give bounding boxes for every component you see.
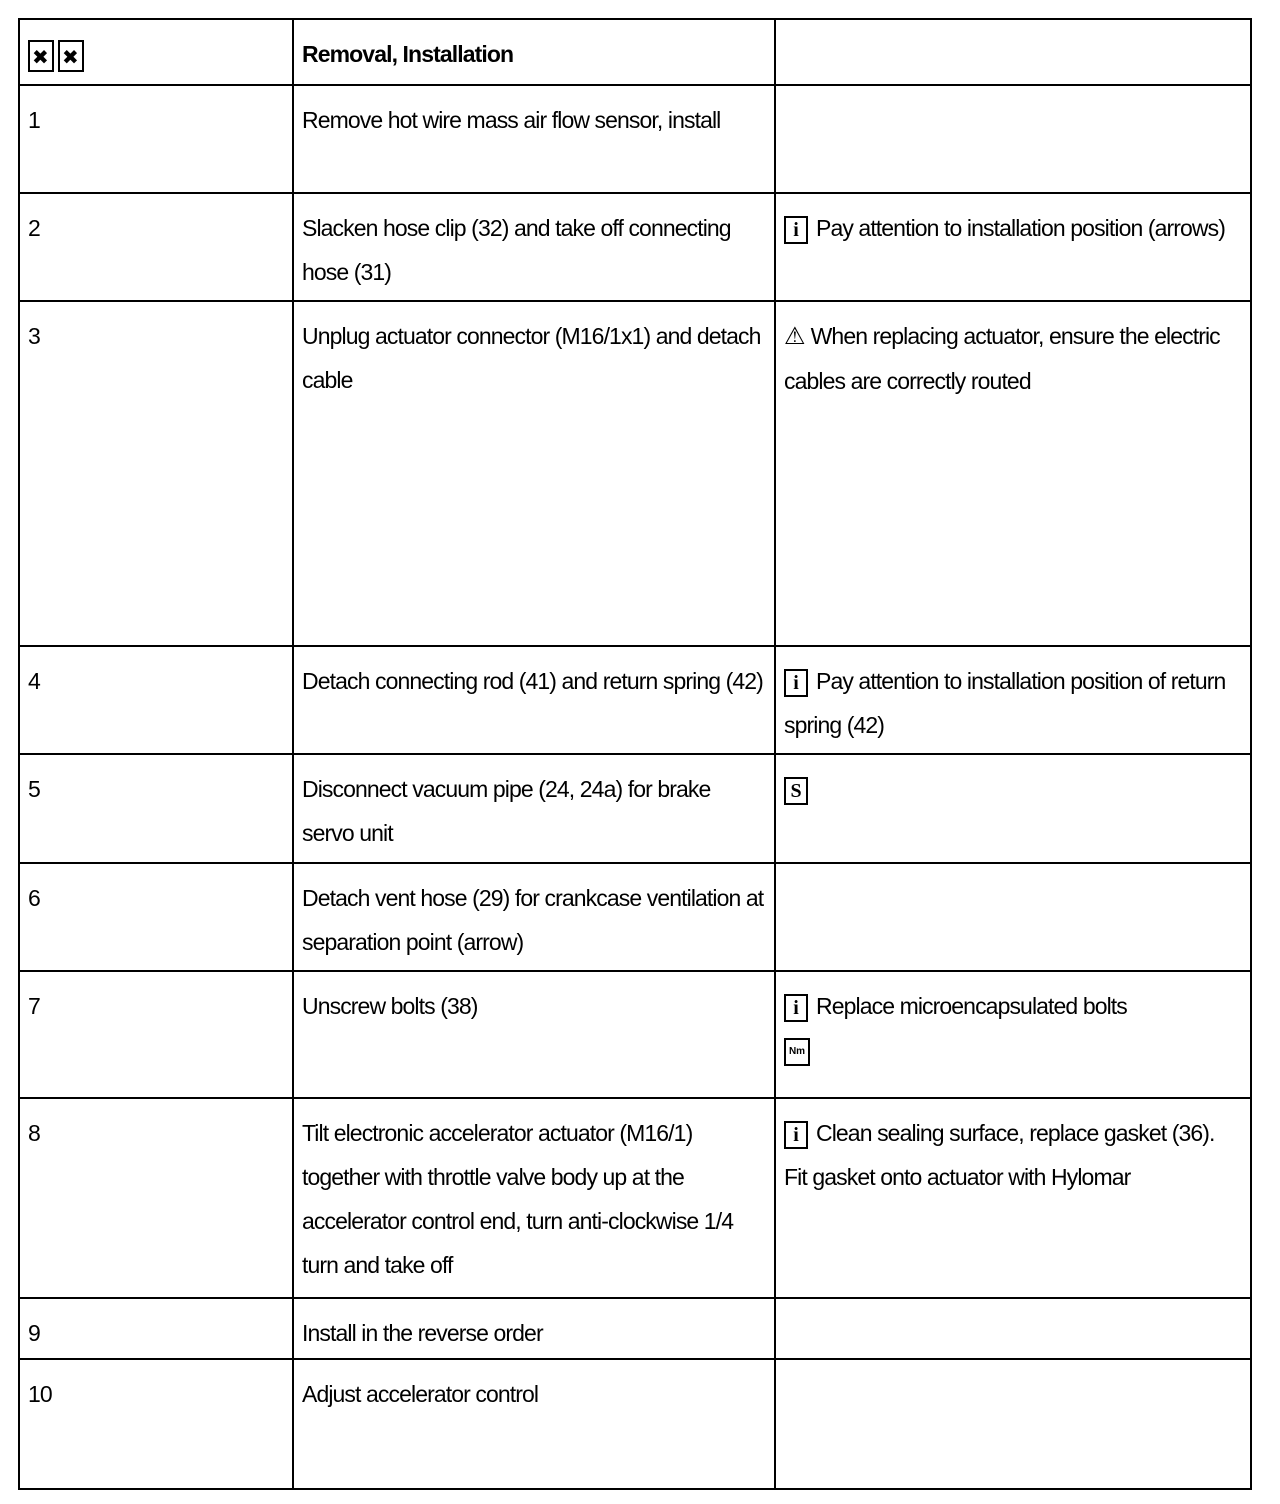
note-text: When replacing actuator, ensure the electric cables are correctly routed xyxy=(784,323,1220,394)
table-row xyxy=(19,85,1251,193)
step-text: Slacken hose clip (32) and take off connecting hose (31) xyxy=(293,193,775,301)
step-note xyxy=(775,301,1251,646)
step-note xyxy=(775,85,1251,193)
step-number: 6 xyxy=(19,863,293,971)
note-text: Pay attention to installation position (arrows) xyxy=(816,215,1225,241)
step-text: Tilt electronic accelerator actuator (M16/1) together with throttle valve body up at the accelerator control end, turn anti-clockwise 1/4 turn and take off xyxy=(293,1098,775,1298)
note-text: Pay attention to installation position of return spring (42) xyxy=(784,668,1226,738)
note-text: Clean sealing surface, replace gasket (36). Fit gasket onto actuator with Hylomar xyxy=(784,1120,1215,1190)
header-title: Removal, Installation xyxy=(293,19,775,85)
table-row xyxy=(19,1359,1251,1489)
step-note xyxy=(775,1359,1251,1489)
step-text: Adjust accelerator control xyxy=(293,1359,775,1489)
table-row xyxy=(19,754,1251,863)
step-note xyxy=(775,863,1251,971)
info-icon: i xyxy=(784,1121,808,1149)
step-number: 5 xyxy=(19,754,293,863)
step-note xyxy=(775,754,1251,863)
table-row xyxy=(19,1098,1251,1298)
torque-nm-icon: Nm xyxy=(784,1038,810,1066)
step-number: 8 xyxy=(19,1098,293,1298)
step-text: Install in the reverse order xyxy=(293,1298,775,1359)
step-text: Detach vent hose (29) for crankcase ventilation at separation point (arrow) xyxy=(293,863,775,971)
step-number: 7 xyxy=(19,971,293,1098)
step-text: Detach connecting rod (41) and return spring (42) xyxy=(293,646,775,754)
header-notes xyxy=(775,19,1251,85)
step-text: Remove hot wire mass air flow sensor, install xyxy=(293,85,775,193)
step-number: 3 xyxy=(19,301,293,646)
step-note xyxy=(775,646,1251,754)
step-note xyxy=(775,1298,1251,1359)
step-number: 4 xyxy=(19,646,293,754)
removal-installation-table xyxy=(18,18,1252,1490)
info-icon: i xyxy=(784,216,808,244)
step-text: Unplug actuator connector (M16/1x1) and detach cable xyxy=(293,301,775,646)
step-number: 1 xyxy=(19,85,293,193)
info-icon: i xyxy=(784,994,808,1022)
warning-icon: ⚠ xyxy=(784,323,805,350)
table-row xyxy=(19,1298,1251,1359)
table-row xyxy=(19,971,1251,1098)
step-note xyxy=(775,193,1251,301)
table-row xyxy=(19,301,1251,646)
tool-icon: S xyxy=(784,777,808,805)
exploded-view-icon xyxy=(58,40,84,72)
step-number: 2 xyxy=(19,193,293,301)
step-number: 9 xyxy=(19,1298,293,1359)
table-row xyxy=(19,646,1251,754)
exploded-view-icon xyxy=(28,40,54,72)
step-note xyxy=(775,1098,1251,1298)
table-row xyxy=(19,193,1251,301)
header-row xyxy=(19,19,1251,85)
step-text: Disconnect vacuum pipe (24, 24a) for brake servo unit xyxy=(293,754,775,863)
info-icon: i xyxy=(784,669,808,697)
table-row xyxy=(19,863,1251,971)
note-text: Replace microencapsulated bolts xyxy=(816,993,1127,1019)
step-text: Unscrew bolts (38) xyxy=(293,971,775,1098)
header-icons xyxy=(19,19,293,85)
step-number: 10 xyxy=(19,1359,293,1489)
step-note xyxy=(775,971,1251,1098)
